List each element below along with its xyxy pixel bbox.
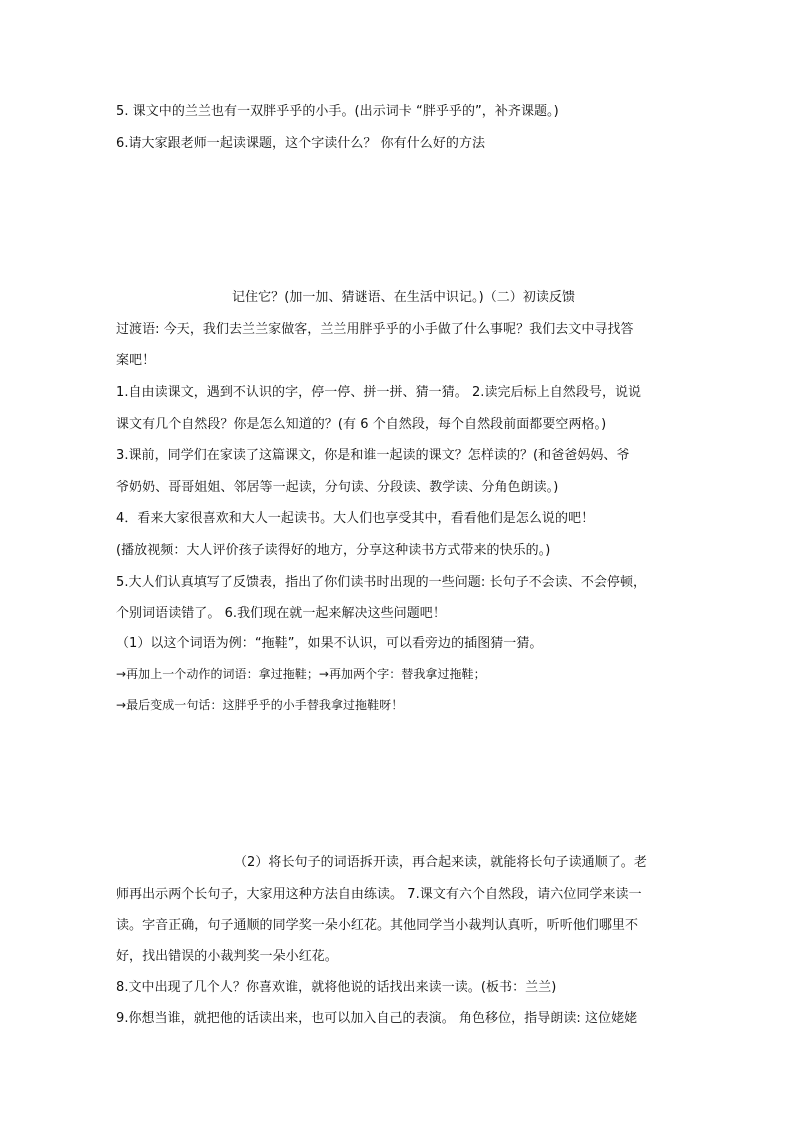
- paragraph-line: 5. 课文中的兰兰也有一双胖乎乎的小手。(出示词卡 “胖乎乎的”，补齐课题。): [116, 104, 559, 119]
- paragraph-line: 过渡语: 今天，我们去兰兰家做客，兰兰用胖乎乎的小手做了什么事呢？我们去文中寻找答: [116, 322, 634, 337]
- paragraph-line: 师再出示两个长句子，大家用这种方法自由练读。 7.课文有六个自然段，请六位同学来读一: [116, 887, 642, 902]
- paragraph-line: →再加上一个动作的词语：拿过拖鞋；→再加两个字：替我拿过拖鞋；: [116, 667, 486, 681]
- paragraph-line: 案吧！: [116, 353, 156, 368]
- paragraph-line: →最后变成一句话：这胖乎乎的小手替我拿过拖鞋呀！: [116, 698, 404, 712]
- paragraph-line: 个别词语读错了。 6.我们现在就一起来解决这些问题吧！: [116, 606, 446, 621]
- paragraph-line: 爷奶奶、哥哥姐姐、邻居等一起读，分句读、分段读、教学读、分角色朗读。): [116, 480, 559, 495]
- paragraph-line: 5.大人们认真填写了反馈表，指出了你们读书时出现的一些问题: 长句子不会读、不会停顿，: [116, 575, 647, 590]
- paragraph-line: 读。字音正确，句子通顺的同学奖一朵小红花。其他同学当小裁判认真听，听听他们哪里不: [116, 918, 639, 933]
- paragraph-line: 好，找出错误的小裁判奖一朵小红花。: [116, 949, 338, 964]
- paragraph-line: （2）将长句子的词语拆开读，再合起来读，就能将长句子读通顺了。老: [234, 855, 647, 870]
- paragraph-line: （1）以这个词语为例：“拖鞋”，如果不认识，可以看旁边的插图猜一猜。: [116, 636, 543, 651]
- paragraph-line: 记住它？(加一加、猜谜语、在生活中识记。)（二）初读反馈: [232, 290, 576, 305]
- paragraph-line: (播放视频：大人评价孩子读得好的地方，分享这种读书方式带来的快乐的。): [116, 543, 551, 558]
- paragraph-line: 课文有几个自然段？你是怎么知道的？(有 6 个自然段，每个自然段前面都要空两格。): [116, 417, 607, 432]
- paragraph-line: 6.请大家跟老师一起读课题，这个字读什么？ 你有什么好的方法: [116, 136, 486, 151]
- paragraph-line: 3.课前，同学们在家读了这篇课文，你是和谁一起读的课文？怎样读的？(和爸爸妈妈、爷: [116, 448, 630, 463]
- paragraph-line: 9.你想当谁，就把他的话读出来，也可以加入自己的表演。 角色移位，指导朗读: 这位姥姥: [116, 1011, 638, 1026]
- paragraph-line: 8.文中出现了几个人？你喜欢谁，就将他说的话找出来读一读。(板书：兰兰): [116, 980, 557, 995]
- paragraph-line: 1.自由读课文，遇到不认识的字，停一停、拼一拼、猜一猜。 2.读完后标上自然段号，说说: [116, 385, 642, 400]
- paragraph-line: 4．看来大家很喜欢和大人一起读书。大人们也享受其中，看看他们是怎么说的吧！: [116, 511, 595, 526]
